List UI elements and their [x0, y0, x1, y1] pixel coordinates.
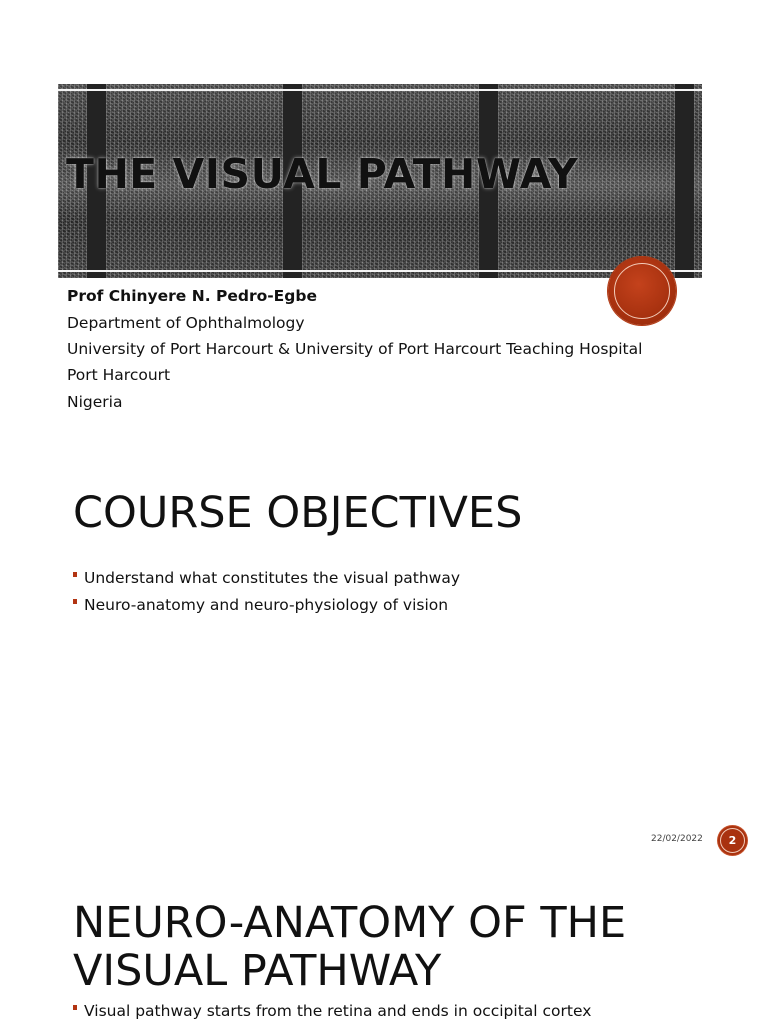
slide-title: THE VISUAL PATHWAY: [66, 150, 579, 198]
author-country: Nigeria: [67, 393, 123, 411]
seal-ring: [614, 263, 670, 319]
bullet-text: Visual pathway starts from the retina and ends in occipital cortex: [84, 1002, 592, 1020]
author-department: Department of Ophthalmology: [67, 314, 305, 332]
author-institution: University of Port Harcourt & University of Port Harcourt Teaching Hospital: [67, 340, 643, 358]
banner-top-line: [58, 89, 702, 91]
square-bullet-icon: [73, 599, 77, 604]
bullet-text: Neuro-anatomy and neuro-physiology of vision: [84, 596, 449, 614]
page-number-badge: [718, 826, 747, 855]
square-bullet-icon: [73, 1005, 77, 1010]
objective-bullet: [73, 595, 448, 615]
neuro-anatomy-heading: [73, 899, 626, 995]
heading-line-2: VISUAL PATHWAY: [73, 946, 442, 996]
heading-line-1: NEURO-ANATOMY OF THE: [73, 898, 627, 948]
bullet-text: Understand what constitutes the visual pathway: [84, 569, 461, 587]
page-number: 2: [720, 828, 745, 853]
objective-bullet: [73, 568, 460, 588]
banner-bottom-line: [58, 270, 702, 272]
objectives-heading: COURSE OBJECTIVES: [73, 488, 523, 538]
author-name: Prof Chinyere N. Pedro-Egbe: [67, 287, 317, 305]
anatomy-bullet: [73, 1001, 591, 1021]
footer-date: 22/02/2022: [651, 834, 703, 844]
author-city: Port Harcourt: [67, 366, 171, 384]
square-bullet-icon: [73, 572, 77, 577]
